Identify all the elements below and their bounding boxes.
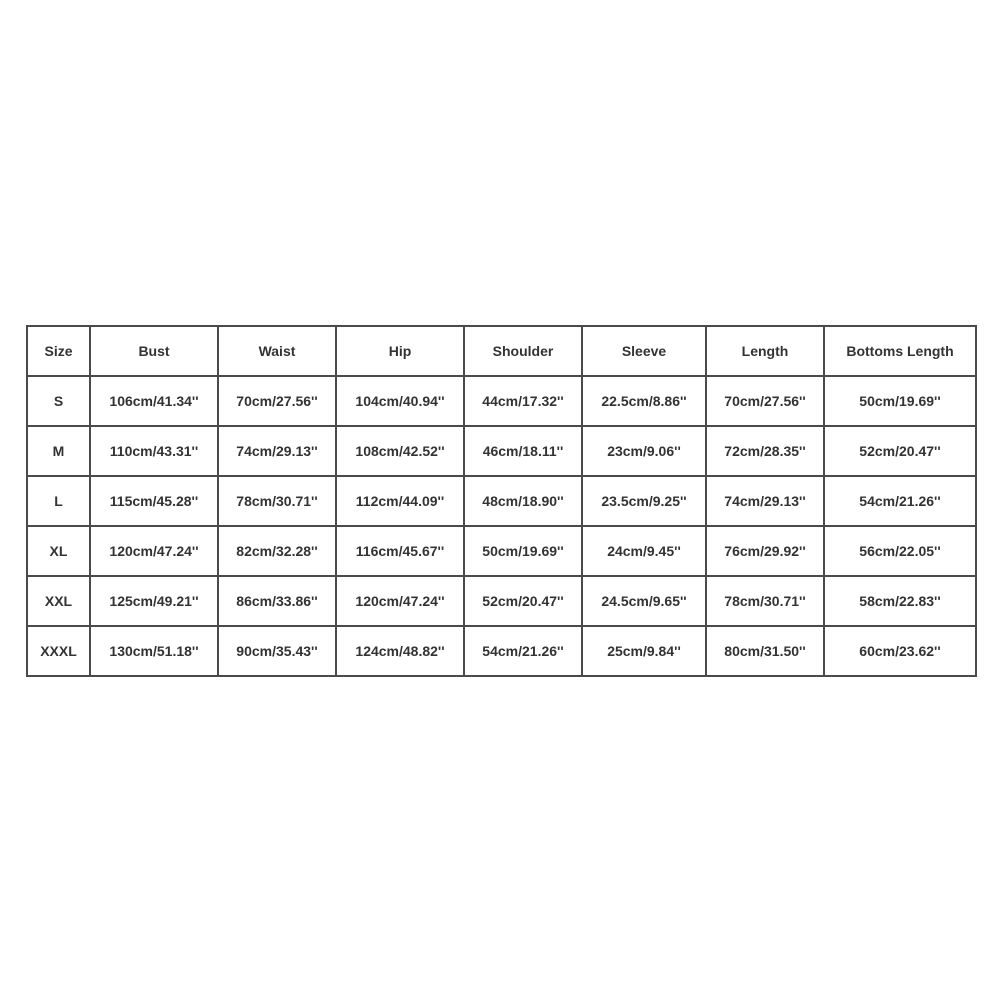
- cell-waist: 74cm/29.13'': [218, 426, 336, 476]
- header-hip: Hip: [336, 326, 464, 376]
- header-bust: Bust: [90, 326, 218, 376]
- header-bottoms-length: Bottoms Length: [824, 326, 976, 376]
- table-row: [27, 626, 976, 676]
- cell-shoulder: 54cm/21.26'': [464, 626, 582, 676]
- cell-shoulder: 44cm/17.32'': [464, 376, 582, 426]
- header-sleeve: Sleeve: [582, 326, 706, 376]
- cell-bottoms-length: 60cm/23.62'': [824, 626, 976, 676]
- cell-length: 80cm/31.50'': [706, 626, 824, 676]
- header-shoulder: Shoulder: [464, 326, 582, 376]
- cell-sleeve: 23.5cm/9.25'': [582, 476, 706, 526]
- cell-waist: 82cm/32.28'': [218, 526, 336, 576]
- cell-size: XL: [27, 526, 90, 576]
- header-row: [27, 326, 976, 376]
- cell-sleeve: 22.5cm/8.86'': [582, 376, 706, 426]
- cell-waist: 90cm/35.43'': [218, 626, 336, 676]
- header-waist: Waist: [218, 326, 336, 376]
- cell-bottoms-length: 58cm/22.83'': [824, 576, 976, 626]
- cell-hip: 112cm/44.09'': [336, 476, 464, 526]
- cell-shoulder: 48cm/18.90'': [464, 476, 582, 526]
- cell-length: 74cm/29.13'': [706, 476, 824, 526]
- cell-hip: 116cm/45.67'': [336, 526, 464, 576]
- cell-size: S: [27, 376, 90, 426]
- cell-size: L: [27, 476, 90, 526]
- cell-shoulder: 52cm/20.47'': [464, 576, 582, 626]
- cell-bottoms-length: 56cm/22.05'': [824, 526, 976, 576]
- cell-size: XXXL: [27, 626, 90, 676]
- cell-sleeve: 24cm/9.45'': [582, 526, 706, 576]
- cell-bottoms-length: 54cm/21.26'': [824, 476, 976, 526]
- table-row: [27, 426, 976, 476]
- cell-bust: 120cm/47.24'': [90, 526, 218, 576]
- table-row: [27, 476, 976, 526]
- header-length: Length: [706, 326, 824, 376]
- cell-length: 72cm/28.35'': [706, 426, 824, 476]
- table-row: [27, 526, 976, 576]
- cell-bust: 115cm/45.28'': [90, 476, 218, 526]
- cell-bottoms-length: 52cm/20.47'': [824, 426, 976, 476]
- table-row: [27, 376, 976, 426]
- cell-size: M: [27, 426, 90, 476]
- cell-length: 70cm/27.56'': [706, 376, 824, 426]
- cell-waist: 78cm/30.71'': [218, 476, 336, 526]
- cell-bottoms-length: 50cm/19.69'': [824, 376, 976, 426]
- cell-waist: 70cm/27.56'': [218, 376, 336, 426]
- cell-sleeve: 23cm/9.06'': [582, 426, 706, 476]
- cell-bust: 125cm/49.21'': [90, 576, 218, 626]
- cell-hip: 120cm/47.24'': [336, 576, 464, 626]
- table-row: [27, 576, 976, 626]
- cell-hip: 104cm/40.94'': [336, 376, 464, 426]
- cell-hip: 124cm/48.82'': [336, 626, 464, 676]
- cell-bust: 106cm/41.34'': [90, 376, 218, 426]
- cell-size: XXL: [27, 576, 90, 626]
- cell-sleeve: 24.5cm/9.65'': [582, 576, 706, 626]
- cell-sleeve: 25cm/9.84'': [582, 626, 706, 676]
- cell-shoulder: 50cm/19.69'': [464, 526, 582, 576]
- cell-hip: 108cm/42.52'': [336, 426, 464, 476]
- cell-shoulder: 46cm/18.11'': [464, 426, 582, 476]
- size-chart-table: [26, 325, 977, 677]
- cell-bust: 110cm/43.31'': [90, 426, 218, 476]
- cell-length: 78cm/30.71'': [706, 576, 824, 626]
- cell-length: 76cm/29.92'': [706, 526, 824, 576]
- cell-bust: 130cm/51.18'': [90, 626, 218, 676]
- header-size: Size: [27, 326, 90, 376]
- cell-waist: 86cm/33.86'': [218, 576, 336, 626]
